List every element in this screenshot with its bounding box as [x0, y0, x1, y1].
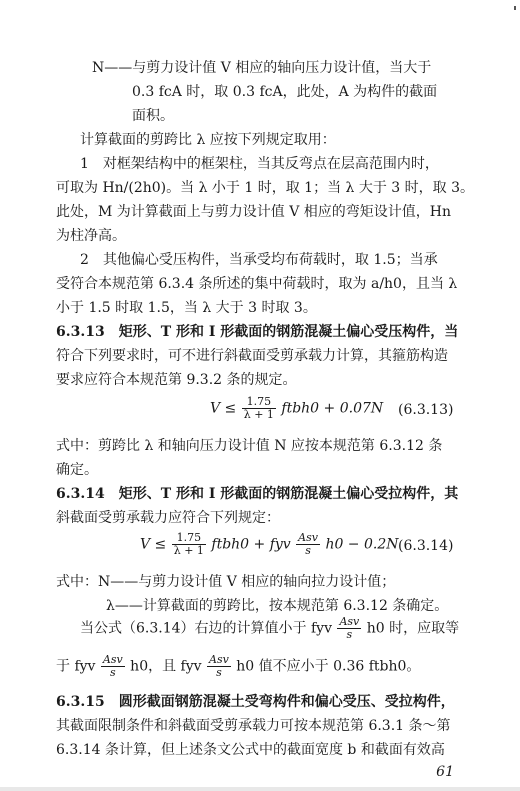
text-line-9: 2 其他偏心受压构件，当承受均布荷载时，取 1.5；当承: [80, 252, 438, 268]
section-6-3-14-heading: 6.3.14 矩形、T 形和 I 形截面的钢筋混凝土偏心受拉构件，其: [56, 486, 459, 502]
text-line-20: λ——计算截面的剪跨比，按本规范第 6.3.12 条确定。: [106, 598, 449, 614]
page-number: 61: [436, 764, 454, 780]
section-6-3-15-heading: 6.3.15 圆形截面钢筋混凝土受弯构件和偏心受压、受拉构件，: [56, 694, 455, 710]
eq14-lhs: V ≤: [140, 536, 167, 553]
asv-over-s-fraction-1: [337, 616, 361, 641]
s-denominator-1: s: [346, 628, 353, 641]
text-line-24: 其截面限制条件和斜截面受剪承载力可按本规范第 6.3.1 条～第: [56, 718, 451, 734]
text-line-10: 受符合本规范第 6.3.4 条所述的集中荷载时，取为 a/h0，且当 λ: [56, 276, 458, 292]
eq13-tag: (6.3.13): [398, 402, 454, 418]
equation-6-3-14: [140, 532, 399, 557]
text-line-19: 式中：N——与剪力设计值 V 相应的轴向拉力设计值；: [56, 574, 396, 590]
text-line-13: 符合下列要求时，可不进行斜截面受剪承载力计算，其箍筋构造: [56, 348, 448, 364]
asv-numerator-2: Asv: [102, 653, 123, 666]
asv-over-s-fraction-3: [207, 654, 231, 679]
text-line-7: 此处，M 为计算截面上与剪力设计值 V 相应的弯矩设计值，Hn: [56, 204, 452, 220]
eq13-numerator: 1.75: [242, 396, 276, 409]
text-line-22: [56, 654, 420, 679]
text-line-21: [80, 616, 459, 641]
eq14-denominator: λ + 1: [173, 544, 204, 557]
text-line-21a: 当公式（6.3.14）右边的计算值小于 fyv: [80, 620, 332, 637]
eq13-rhs: ftbh0 + 0.07N: [281, 400, 384, 417]
text-line-18: 斜截面受剪承载力应符合下列规定：: [56, 510, 280, 526]
asv-numerator-1: Asv: [339, 615, 360, 628]
eq14-asv-denominator: s: [305, 544, 311, 557]
text-line-3: 面积。: [132, 108, 174, 124]
eq14-middle: ftbh0 + fyv: [211, 536, 291, 553]
eq13-fraction: [242, 396, 276, 421]
eq14-numerator: 1.75: [172, 532, 206, 545]
text-line-16: 确定。: [56, 462, 98, 478]
corner-mark: [514, 6, 516, 10]
text-line-25: 6.3.14 条计算，但上述条文公式中的截面宽度 b 和截面有效高: [56, 742, 445, 758]
text-line-8: 为柱净高。: [56, 228, 126, 244]
eq14-asv-fraction: [296, 532, 320, 557]
text-line-22c: h0 值不应小于 0.36 ftbh0。: [236, 658, 421, 675]
asv-numerator-3: Asv: [209, 653, 229, 666]
text-line-15: 式中：剪跨比 λ 和轴向压力设计值 N 应按本规范第 6.3.12 条: [56, 438, 443, 454]
text-line-4: 计算截面的剪跨比 λ 应按下列规定取用：: [80, 132, 336, 148]
s-denominator-3: s: [216, 666, 222, 679]
text-line-2: 0.3 fcA 时，取 0.3 fcA，此处，A 为构件的截面: [132, 84, 438, 100]
text-line-11: 小于 1.5 时取 1.5，当 λ 大于 3 时取 3。: [56, 300, 317, 316]
asv-over-s-fraction-2: [101, 654, 125, 679]
section-6-3-13-heading: 6.3.13 矩形、T 形和 I 形截面的钢筋混凝土偏心受压构件，当: [56, 324, 459, 340]
bottom-edge-strip: [0, 787, 520, 791]
text-line-22a: 于 fyv: [56, 658, 96, 675]
eq13-denominator: λ + 1: [243, 408, 274, 421]
equation-6-3-13: [210, 396, 383, 421]
s-denominator-2: s: [109, 666, 116, 679]
text-line-6: 可取为 Hn/(2h0)。当 λ 小于 1 时，取 1；当 λ 大于 3 时，取 3。: [56, 180, 475, 196]
text-line-21b: h0 时，应取等: [366, 620, 460, 637]
text-line-1: N——与剪力设计值 V 相应的轴向压力设计值，当大于: [92, 60, 432, 76]
text-line-5: 1 对框架结构中的框架柱，当其反弯点在层高范围内时，: [80, 156, 439, 172]
eq13-lhs: V ≤: [210, 400, 237, 417]
eq14-rhs: h0 − 0.2N: [325, 536, 399, 553]
eq14-tag: (6.3.14): [398, 538, 454, 554]
text-line-14: 要求应符合本规范第 9.3.2 条的规定。: [56, 372, 297, 388]
eq14-fraction: [172, 532, 206, 557]
eq14-asv-numerator: Asv: [298, 531, 318, 544]
text-line-22b: h0，且 fyv: [130, 658, 202, 675]
